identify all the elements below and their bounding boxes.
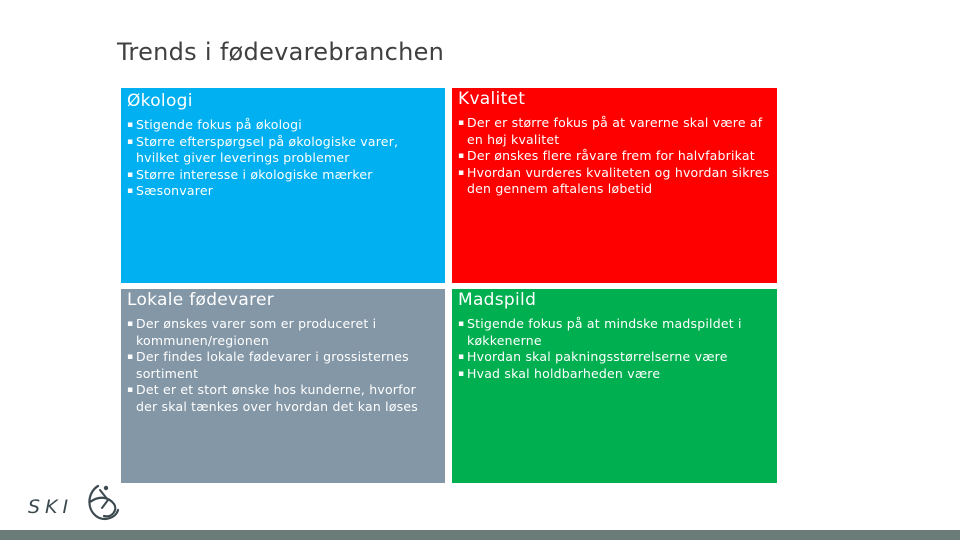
list-item: ▪ Større efterspørgsel på økologiske varer, hvilket giver leverings problemer: [127, 133, 399, 165]
bullet-icon: ▪: [127, 169, 134, 180]
list-item: ▪ Hvordan skal pakningsstørrelserne være: [458, 349, 728, 364]
bullet-icon: ▪: [458, 352, 465, 362]
list-item: ▪ Hvordan vurderes kvaliteten og hvordan sikres den gennem aftalens løbetid: [458, 164, 770, 196]
list-item: ▪ Der er større fokus på at varerne skal være af en høj kvalitet: [458, 115, 763, 147]
kvalitet-heading: Kvalitet: [458, 89, 526, 109]
madspild-list: [458, 316, 771, 382]
list-item: ▪ Der ønskes flere råvare frem for halvfabrikat: [458, 148, 755, 163]
bullet-icon: ▪: [458, 167, 465, 178]
slide-title: Trends i fødevarebranchen: [117, 38, 445, 66]
okologi-list: [127, 117, 439, 200]
bullet-icon: ▪: [127, 186, 134, 196]
madspild-box: [452, 289, 777, 483]
bullet-icon: ▪: [458, 151, 465, 161]
list-item: ▪ Stigende fokus på økologi: [127, 117, 302, 132]
lokale-fodevarer-list: [127, 316, 439, 415]
list-item: ▪ Større interesse i økologiske mærker: [127, 166, 373, 182]
logo-text: SKI: [28, 496, 74, 518]
ski-logo: [28, 482, 128, 524]
list-item: ▪ Sæsonvarer: [127, 183, 214, 198]
bullet-icon: ▪: [127, 120, 134, 130]
okologi-box: [121, 88, 445, 283]
list-item: ▪ Det er et stort ønske hos kunderne, hvorfor der skal tænkes over hvordan det kan løses: [127, 382, 418, 414]
bullet-icon: ▪: [458, 319, 465, 329]
list-item: ▪ Stigende fokus på at mindske madspildet i køkkenerne: [458, 316, 742, 348]
kvalitet-list: [458, 115, 771, 198]
ski-logo-icon: [78, 482, 124, 524]
bullet-icon: ▪: [127, 352, 134, 362]
bullet-icon: ▪: [458, 118, 465, 128]
bullet-icon: ▪: [127, 136, 134, 147]
list-item: ▪ Der ønskes varer som er produceret i kommunen/regionen: [127, 316, 377, 348]
okologi-heading: Økologi: [127, 91, 193, 111]
list-item: ▪ Hvad skal holdbarheden være: [458, 365, 661, 381]
bullet-icon: ▪: [127, 319, 134, 329]
lokale-fodevarer-box: [121, 289, 445, 483]
lokale-fodevarer-heading: Lokale fødevarer: [127, 290, 275, 310]
kvalitet-box: [452, 88, 777, 283]
list-item: ▪ Der findes lokale fødevarer i grossisternes sortiment: [127, 349, 409, 381]
bullet-icon: ▪: [127, 385, 134, 395]
bullet-icon: ▪: [458, 368, 465, 379]
madspild-heading: Madspild: [458, 290, 537, 310]
footer-bar: [0, 530, 960, 540]
